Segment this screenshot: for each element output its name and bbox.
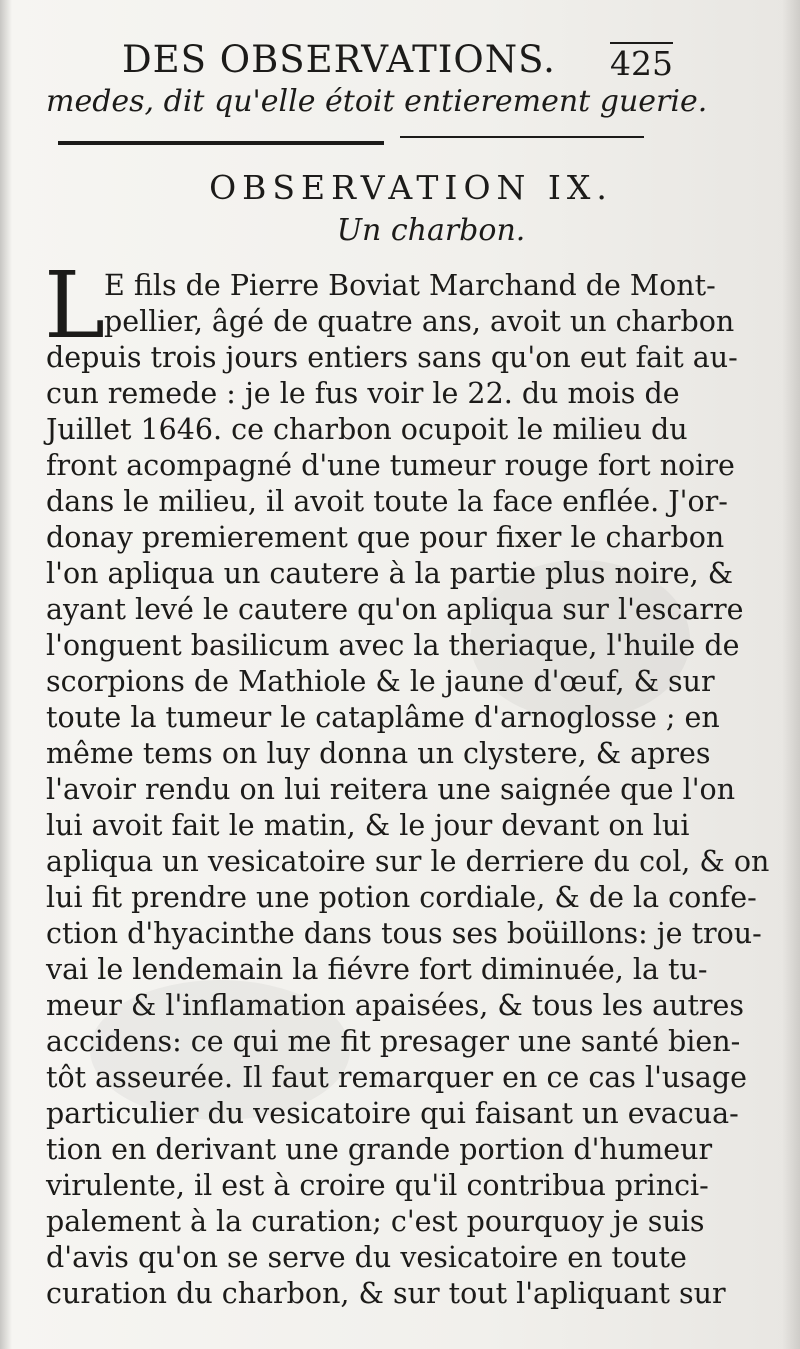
running-title: DES OBSERVATIONS.: [122, 38, 556, 81]
text-line: toute la tumeur le cataplâme d'arnoglosse ; en: [46, 701, 720, 734]
text-line: lui avoit fait le matin, & le jour devant on lui: [46, 809, 690, 842]
text-line: Juillet 1646. ce charbon ocupoit le milieu du: [46, 413, 688, 446]
text-line: scorpions de Mathiole & le jaune d'œuf, & sur: [46, 665, 715, 698]
text-line: même tems on luy donna un clystere, & apres: [46, 737, 711, 770]
text-line: meur & l'inflamation apaisées, & tous les autres: [46, 989, 745, 1022]
text-line: lui fit prendre une potion cordiale, & de la confe-: [46, 881, 757, 914]
text-line: l'avoir rendu on lui reitera une saignée que l'on: [46, 773, 736, 806]
text-line: ayant levé le cautere qu'on apliqua sur l'escarre: [46, 593, 744, 626]
text-line: front acompagné d'une tumeur rouge fort noire: [46, 449, 735, 482]
text-line: l'on apliqua un cautere à la partie plus noire, &: [46, 557, 734, 590]
text-line: donay premierement que pour fixer le charbon: [46, 521, 725, 554]
text-line: ction d'hyacinthe dans tous ses boüillons: je trou-: [46, 917, 762, 950]
text-line: l'onguent basilicum avec la theriaque, l'huile de: [46, 629, 740, 662]
page-number: 425: [610, 44, 673, 83]
text-line: dans le milieu, il avoit toute la face enflée. J'or-: [46, 485, 728, 518]
carry-over-line: medes, dit qu'elle étoit entierement guerie.: [46, 84, 708, 119]
text-line: accidens: ce qui me fit presager une santé bien-: [46, 1025, 741, 1058]
text-line: tion en derivant une grande portion d'humeur: [46, 1133, 713, 1166]
text-line: particulier du vesicatoire qui faisant un evacua-: [46, 1097, 739, 1130]
drop-cap: L: [44, 252, 106, 359]
text-line: tôt asseurée. Il faut remarquer en ce cas l'usage: [46, 1061, 748, 1094]
text-line: palement à la curation; c'est pourquoy je suis: [46, 1205, 705, 1238]
observation-title: OBSERVATION IX.: [209, 168, 613, 207]
text-line: vai le lendemain la fiévre fort diminuée, la tu-: [46, 953, 708, 986]
text-line: depuis trois jours entiers sans qu'on eut fait au-: [46, 341, 738, 374]
text-line: curation du charbon, & sur tout l'apliquant sur: [46, 1277, 726, 1310]
text-line: E fils de Pierre Boviat Marchand de Mont-: [104, 269, 716, 302]
text-line: pellier, âgé de quatre ans, avoit un charbon: [104, 305, 735, 338]
text-line: apliqua un vesicatoire sur le derriere du col, & on: [46, 845, 770, 878]
text-line: d'avis qu'on se serve du vesicatoire en toute: [46, 1241, 687, 1274]
text-line: cun remede : je le fus voir le 22. du mois de: [46, 377, 680, 410]
text-line: virulente, il est à croire qu'il contribua princi-: [46, 1169, 709, 1202]
observation-subtitle: Un charbon.: [336, 213, 526, 248]
